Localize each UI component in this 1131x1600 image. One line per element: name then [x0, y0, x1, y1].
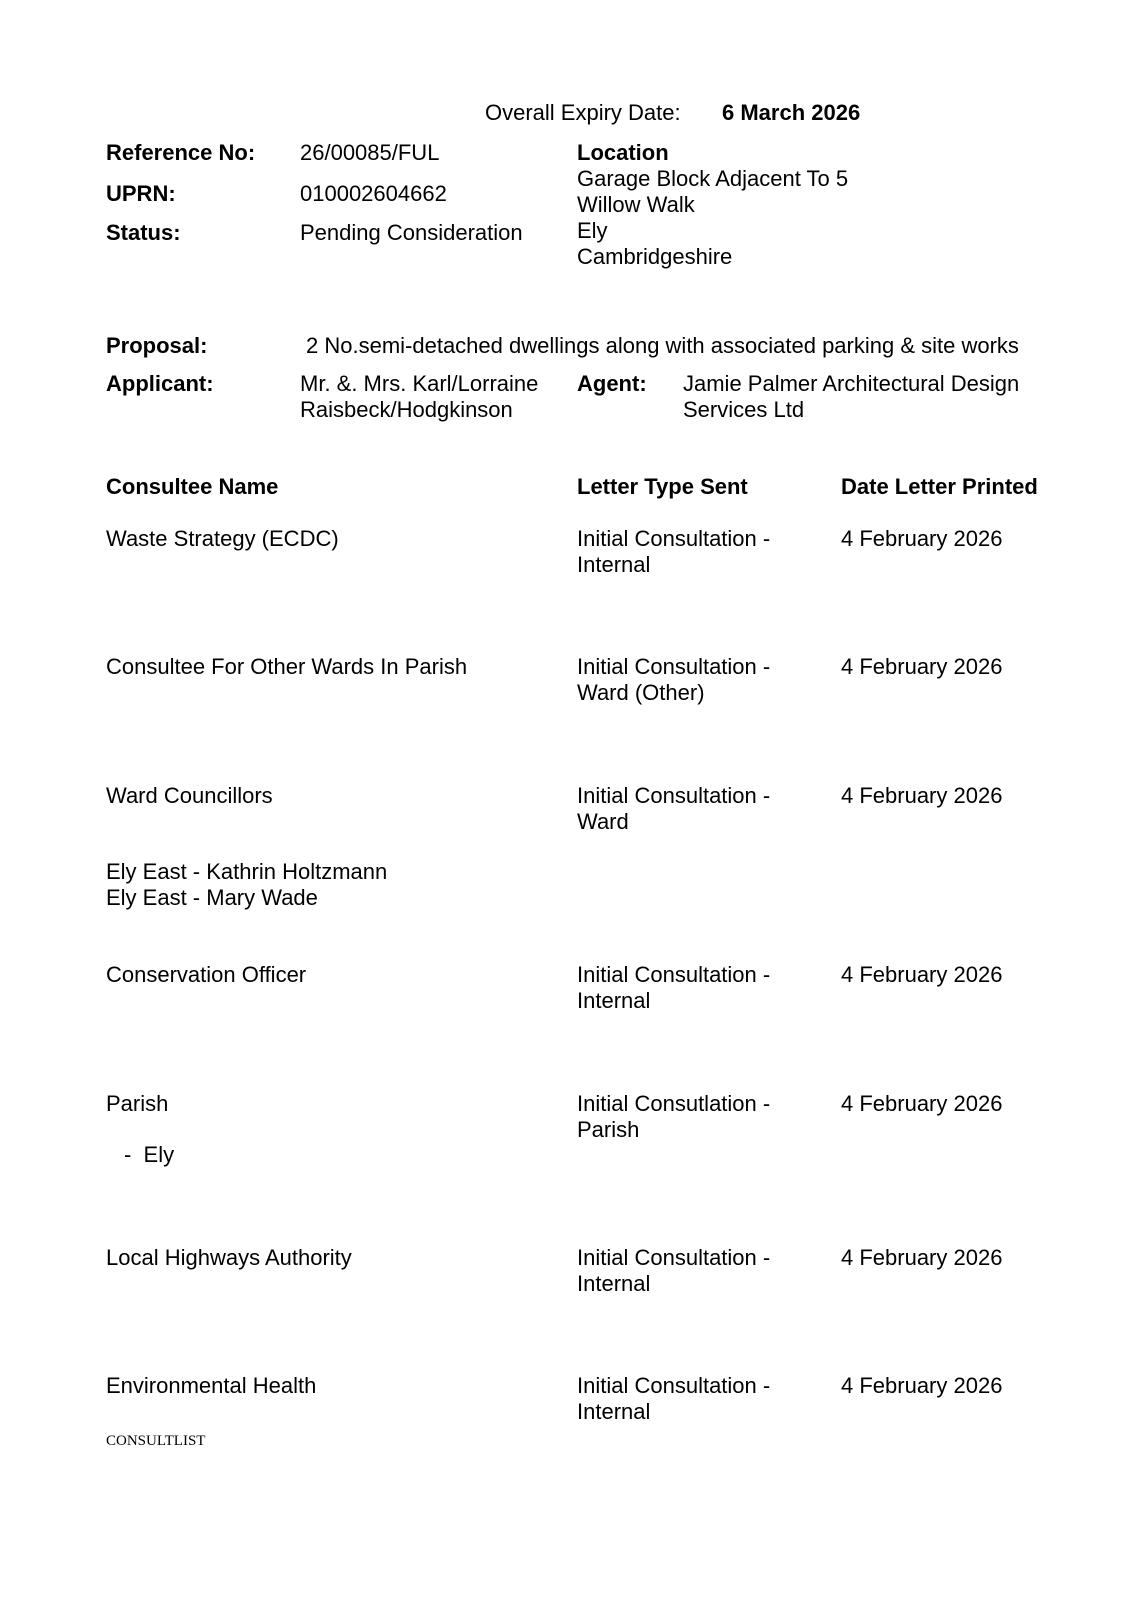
letter-date: 4 February 2026: [841, 1245, 1003, 1270]
col-header-letter-type: Letter Type Sent: [577, 474, 748, 499]
consultee-name: Waste Strategy (ECDC): [106, 526, 339, 551]
councillor-name: Ely East - Mary Wade: [106, 885, 318, 910]
status-value: Pending Consideration: [300, 220, 523, 245]
status-label: Status:: [106, 220, 181, 245]
letter-date: 4 February 2026: [841, 783, 1003, 808]
location-line-3: Ely: [577, 218, 608, 243]
letter-type-line-2: Ward (Other): [577, 680, 705, 705]
agent-line-2: Services Ltd: [683, 397, 805, 422]
location-line-2: Willow Walk: [577, 192, 695, 217]
col-header-date: Date Letter Printed: [841, 474, 1038, 499]
consultee-name: Consultee For Other Wards In Parish: [106, 654, 468, 679]
consultee-name: Ward Councillors: [106, 783, 273, 808]
applicant-label: Applicant:: [106, 371, 214, 396]
parish-sub-item: - Ely: [124, 1142, 175, 1167]
letter-type-line-1: Initial Consultation -: [577, 1373, 771, 1398]
location-line-1: Garage Block Adjacent To 5: [577, 166, 849, 191]
letter-type-line-2: Parish: [577, 1117, 640, 1142]
letter-type-line-2: Internal: [577, 988, 651, 1013]
uprn-label: UPRN:: [106, 181, 176, 206]
letter-type-line-1: Initial Consultation -: [577, 1245, 771, 1270]
letter-type-line-1: Initial Consultation -: [577, 783, 771, 808]
letter-type-line-1: Initial Consultation -: [577, 962, 771, 987]
consultee-name: Local Highways Authority: [106, 1245, 352, 1270]
letter-date: 4 February 2026: [841, 962, 1003, 987]
agent-line-1: Jamie Palmer Architectural Design: [683, 371, 1020, 396]
agent-label: Agent:: [577, 371, 647, 396]
letter-date: 4 February 2026: [841, 654, 1003, 679]
letter-date: 4 February 2026: [841, 1091, 1003, 1116]
letter-type-line-2: Internal: [577, 1399, 651, 1424]
footer-code: CONSULTLIST: [106, 1433, 206, 1449]
proposal-label: Proposal:: [106, 333, 208, 358]
consultee-name: Conservation Officer: [106, 962, 307, 987]
letter-type-line-1: Initial Consultation -: [577, 654, 771, 679]
letter-type-line-1: Initial Consutlation -: [577, 1091, 771, 1116]
councillor-name: Ely East - Kathrin Holtzmann: [106, 859, 388, 884]
consultee-name: Environmental Health: [106, 1373, 317, 1398]
reference-value: 26/00085/FUL: [300, 140, 440, 165]
location-line-4: Cambridgeshire: [577, 244, 733, 269]
expiry-label: Overall Expiry Date:: [485, 100, 681, 125]
proposal-value: 2 No.semi-detached dwellings along with associated parking & site works: [306, 333, 1019, 358]
letter-type-line-2: Internal: [577, 1271, 651, 1296]
consultee-name: Parish: [106, 1091, 169, 1116]
letter-type-line-1: Initial Consultation -: [577, 526, 771, 551]
letter-type-line-2: Ward: [577, 809, 629, 834]
letter-date: 4 February 2026: [841, 526, 1003, 551]
reference-label: Reference No:: [106, 140, 256, 165]
applicant-line-1: Mr. &. Mrs. Karl/Lorraine: [300, 371, 539, 396]
expiry-date: 6 March 2026: [722, 100, 861, 125]
col-header-consultee: Consultee Name: [106, 474, 279, 499]
applicant-line-2: Raisbeck/Hodgkinson: [300, 397, 513, 422]
letter-type-line-2: Internal: [577, 552, 651, 577]
letter-date: 4 February 2026: [841, 1373, 1003, 1398]
location-label: Location: [577, 140, 669, 165]
uprn-value: 010002604662: [300, 181, 447, 206]
